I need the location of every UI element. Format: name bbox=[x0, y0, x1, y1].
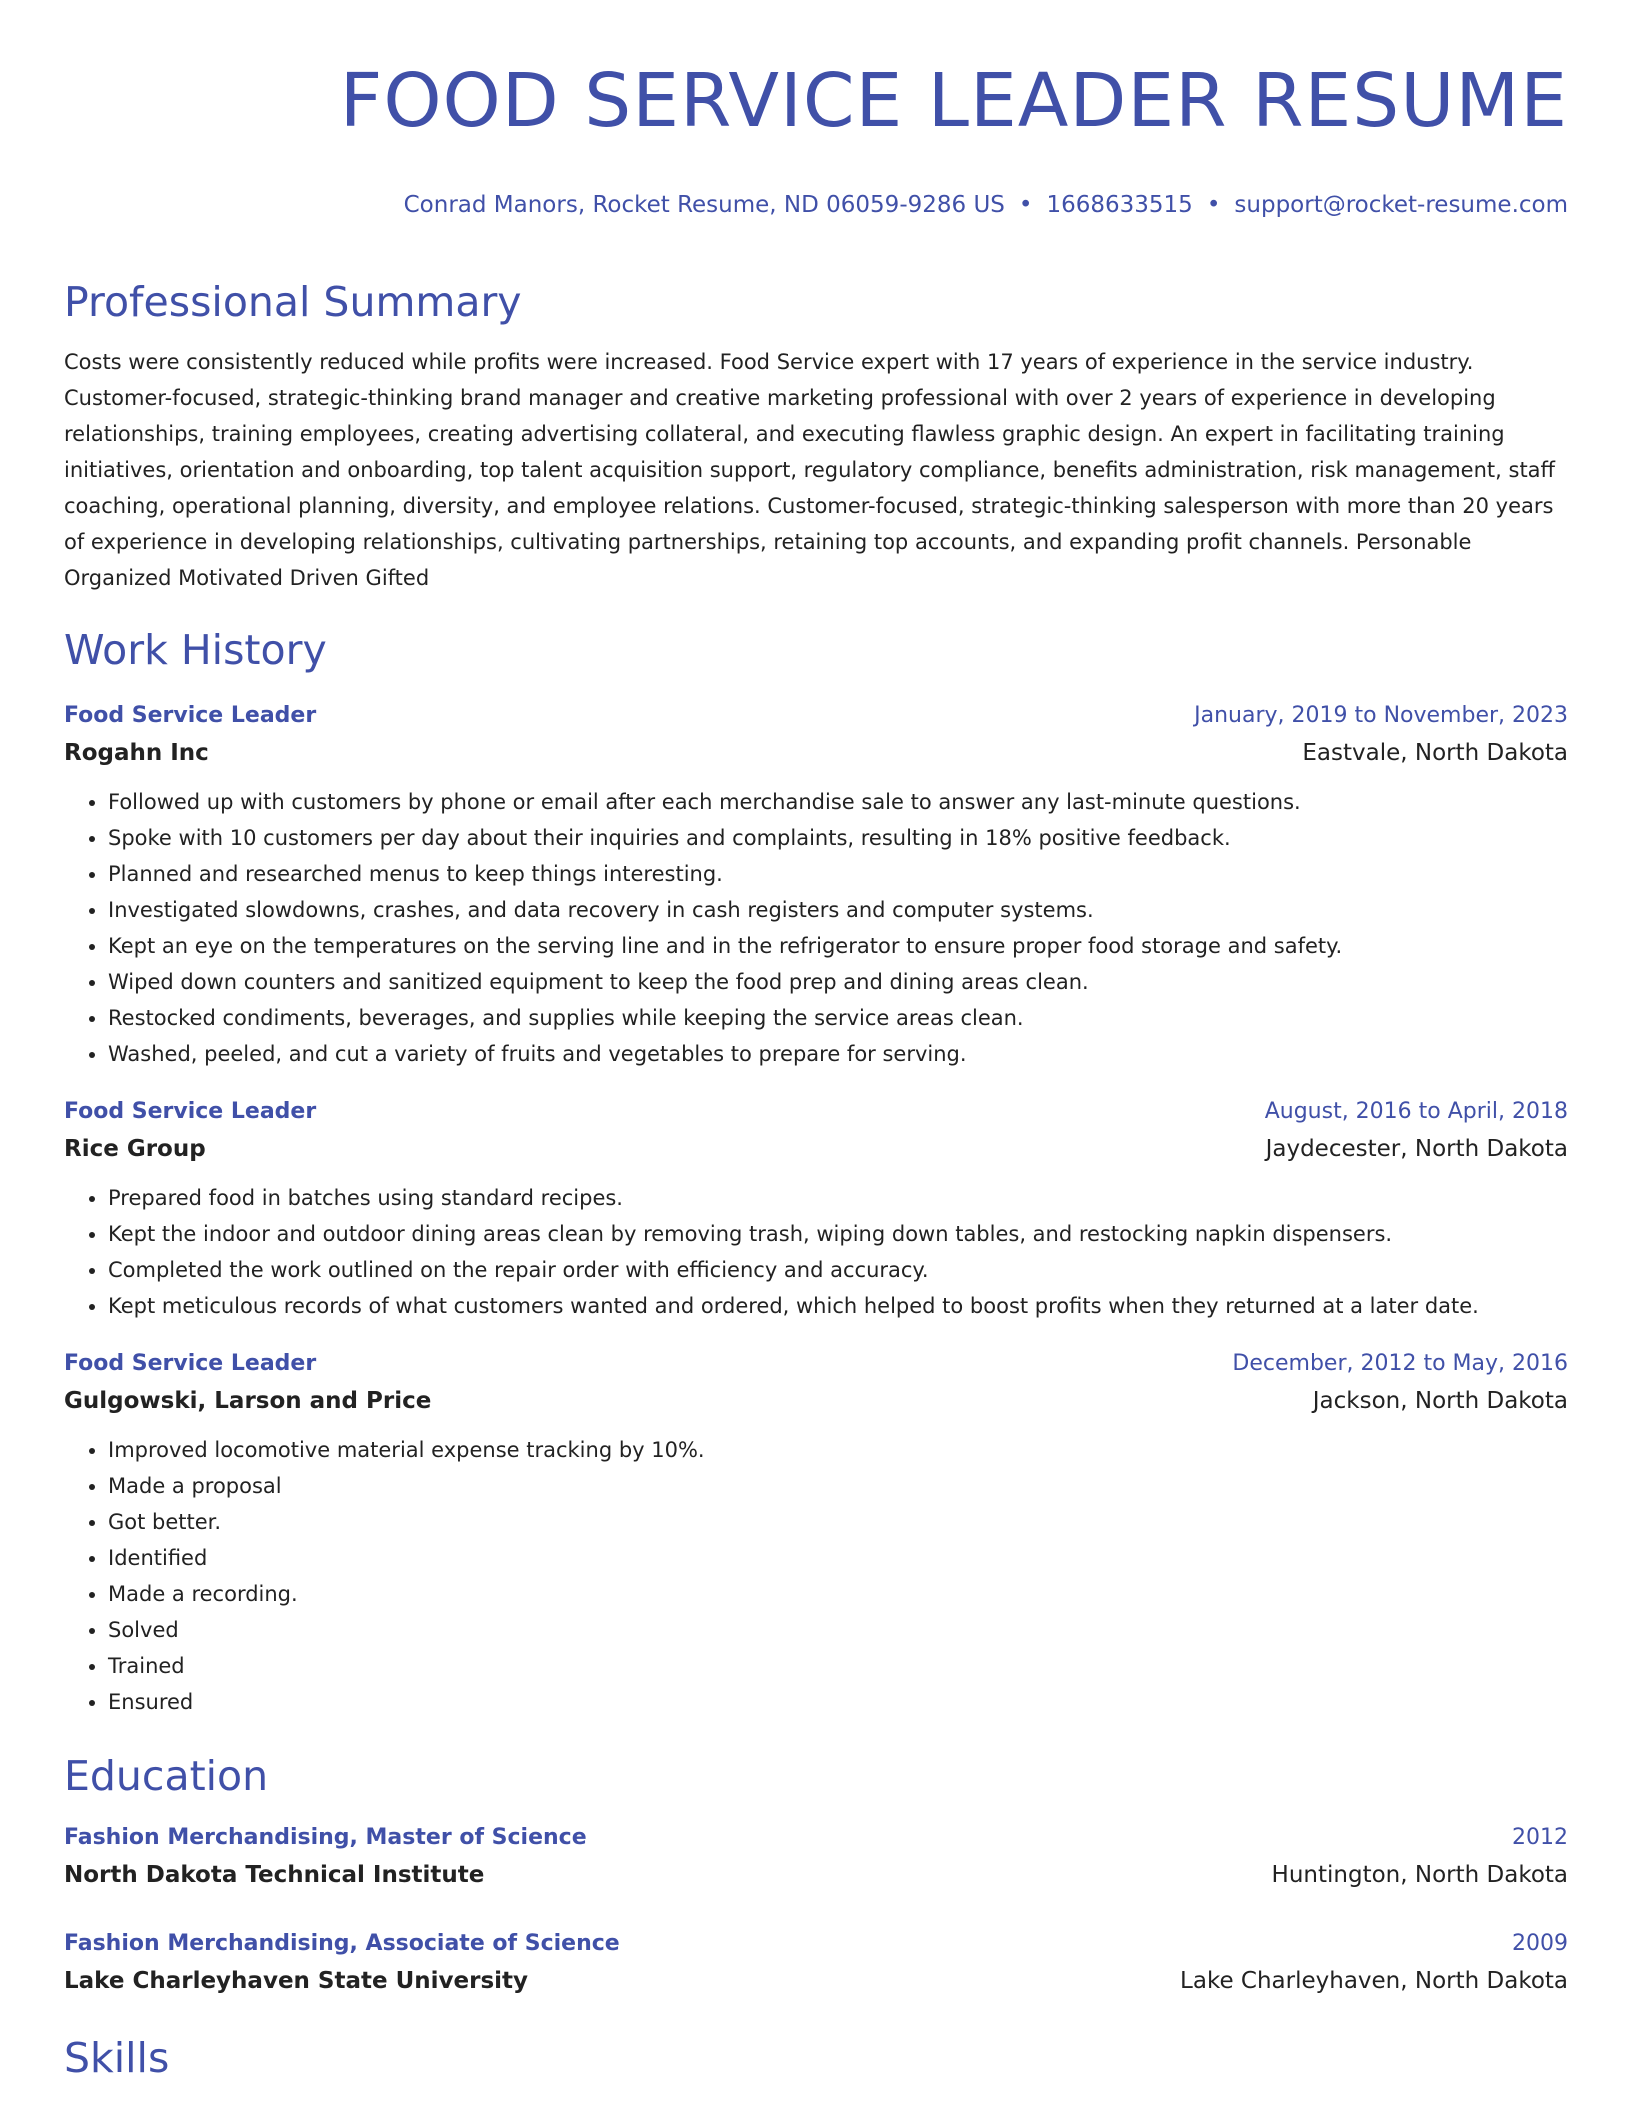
contact-email: support@rocket-resume.com bbox=[1234, 192, 1568, 218]
page-title: FOOD SERVICE LEADER RESUME bbox=[339, 58, 1568, 144]
contact-separator: • bbox=[1018, 192, 1033, 218]
job-role: Food Service Leader bbox=[64, 1351, 317, 1376]
list-item: • Trained bbox=[108, 1648, 1568, 1684]
education-header-row bbox=[64, 1820, 1568, 1856]
list-item: • Improved locomotive material expense tracking by 10%. bbox=[108, 1432, 1568, 1468]
list-item: • Spoke with 10 customers per day about their inquiries and complaints, resulting in 18% positive feedback. bbox=[108, 820, 1568, 856]
job-dates: August, 2016 to April, 2018 bbox=[1264, 1099, 1568, 1124]
job-bullets bbox=[64, 1180, 1568, 1324]
list-item: • Ensured bbox=[108, 1684, 1568, 1720]
job-dates: December, 2012 to May, 2016 bbox=[1232, 1351, 1568, 1376]
education-entry bbox=[64, 1820, 1568, 1894]
job-entry bbox=[64, 698, 1568, 1072]
education-year: 2012 bbox=[1512, 1825, 1568, 1850]
contact-phone: 1668633515 bbox=[1046, 192, 1193, 218]
list-item: • Investigated slowdowns, crashes, and data recovery in cash registers and computer systems. bbox=[108, 892, 1568, 928]
list-item: • Restocked condiments, beverages, and supplies while keeping the service areas clean. bbox=[108, 1000, 1568, 1036]
list-item: • Wiped down counters and sanitized equipment to keep the food prep and dining areas clean. bbox=[108, 964, 1568, 1000]
contact-address: Conrad Manors, Rocket Resume, ND 06059-9286 US bbox=[403, 192, 1005, 218]
job-location: Jaydecester, North Dakota bbox=[1265, 1136, 1568, 1162]
job-dates: January, 2019 to November, 2023 bbox=[1194, 703, 1568, 728]
list-item: • Planned and researched menus to keep things interesting. bbox=[108, 856, 1568, 892]
list-item: • Prepared food in batches using standard recipes. bbox=[108, 1180, 1568, 1216]
education-school-row bbox=[64, 1962, 1568, 2000]
job-entry bbox=[64, 1094, 1568, 1324]
education-location: Lake Charleyhaven, North Dakota bbox=[1180, 1968, 1568, 1994]
list-item: • Kept an eye on the temperatures on the serving line and in the refrigerator to ensure proper food storage and safety. bbox=[108, 928, 1568, 964]
job-company: Rice Group bbox=[64, 1136, 206, 1162]
list-item: • Followed up with customers by phone or email after each merchandise sale to answer any last-minute questions. bbox=[108, 784, 1568, 820]
job-company: Gulgowski, Larson and Price bbox=[64, 1388, 432, 1414]
education-entry bbox=[64, 1926, 1568, 2000]
skills-heading: Skills bbox=[64, 2034, 170, 2082]
list-item: • Kept the indoor and outdoor dining areas clean by removing trash, wiping down tables, and restocking napkin dispensers. bbox=[108, 1216, 1568, 1252]
job-company-row bbox=[64, 1130, 1568, 1168]
education-school: North Dakota Technical Institute bbox=[64, 1862, 485, 1888]
job-header-row bbox=[64, 1094, 1568, 1130]
list-item: • Identified bbox=[108, 1540, 1568, 1576]
education-school-row bbox=[64, 1856, 1568, 1894]
list-item: • Solved bbox=[108, 1612, 1568, 1648]
job-role: Food Service Leader bbox=[64, 1099, 317, 1124]
work-history-heading: Work History bbox=[64, 626, 327, 674]
job-bullets bbox=[64, 784, 1568, 1072]
education-header-row bbox=[64, 1926, 1568, 1962]
contact-line bbox=[64, 190, 1568, 220]
summary-heading: Professional Summary bbox=[64, 278, 522, 326]
list-item: • Made a proposal bbox=[108, 1468, 1568, 1504]
list-item: • Got better. bbox=[108, 1504, 1568, 1540]
education-school: Lake Charleyhaven State University bbox=[64, 1968, 529, 1994]
education-degree: Fashion Merchandising, Associate of Science bbox=[64, 1931, 620, 1956]
education-heading: Education bbox=[64, 1752, 269, 1800]
job-location: Jackson, North Dakota bbox=[1312, 1388, 1568, 1414]
education-year: 2009 bbox=[1512, 1931, 1568, 1956]
job-header-row bbox=[64, 1346, 1568, 1382]
job-location: Eastvale, North Dakota bbox=[1302, 740, 1568, 766]
job-entry bbox=[64, 1346, 1568, 1720]
job-company: Rogahn Inc bbox=[64, 740, 209, 766]
list-item: • Washed, peeled, and cut a variety of fruits and vegetables to prepare for serving. bbox=[108, 1036, 1568, 1072]
job-company-row bbox=[64, 734, 1568, 772]
summary-text: Costs were consistently reduced while profits were increased. Food Service expert with 17 years of experience in the service industry. Customer-focused, strategic-thinking brand manager and creative marketing professional with over 2 years of experience in developing relationships, training employees, creating advertising collateral, and executing flawless graphic design. An expert in facilitating training initiatives, orientation and onboarding, top talent acquisition support, regulatory compliance, benefits administration, risk management, staff coaching, operational planning, diversity, and employee relations. Customer-focused, strategic-thinking salesperson with more than 20 years of experience in developing relationships, cultivating partnerships, retaining top accounts, and expanding profit channels. Personable Organized Motivated Driven Gifted bbox=[64, 350, 1556, 590]
job-bullets bbox=[64, 1432, 1568, 1720]
education-location: Huntington, North Dakota bbox=[1271, 1862, 1568, 1888]
list-item: • Completed the work outlined on the repair order with efficiency and accuracy. bbox=[108, 1252, 1568, 1288]
job-company-row bbox=[64, 1382, 1568, 1420]
contact-separator: • bbox=[1206, 192, 1221, 218]
job-role: Food Service Leader bbox=[64, 703, 317, 728]
list-item: • Kept meticulous records of what customers wanted and ordered, which helped to boost profits when they returned at a later date. bbox=[108, 1288, 1568, 1324]
list-item: • Made a recording. bbox=[108, 1576, 1568, 1612]
job-header-row bbox=[64, 698, 1568, 734]
education-degree: Fashion Merchandising, Master of Science bbox=[64, 1825, 587, 1850]
